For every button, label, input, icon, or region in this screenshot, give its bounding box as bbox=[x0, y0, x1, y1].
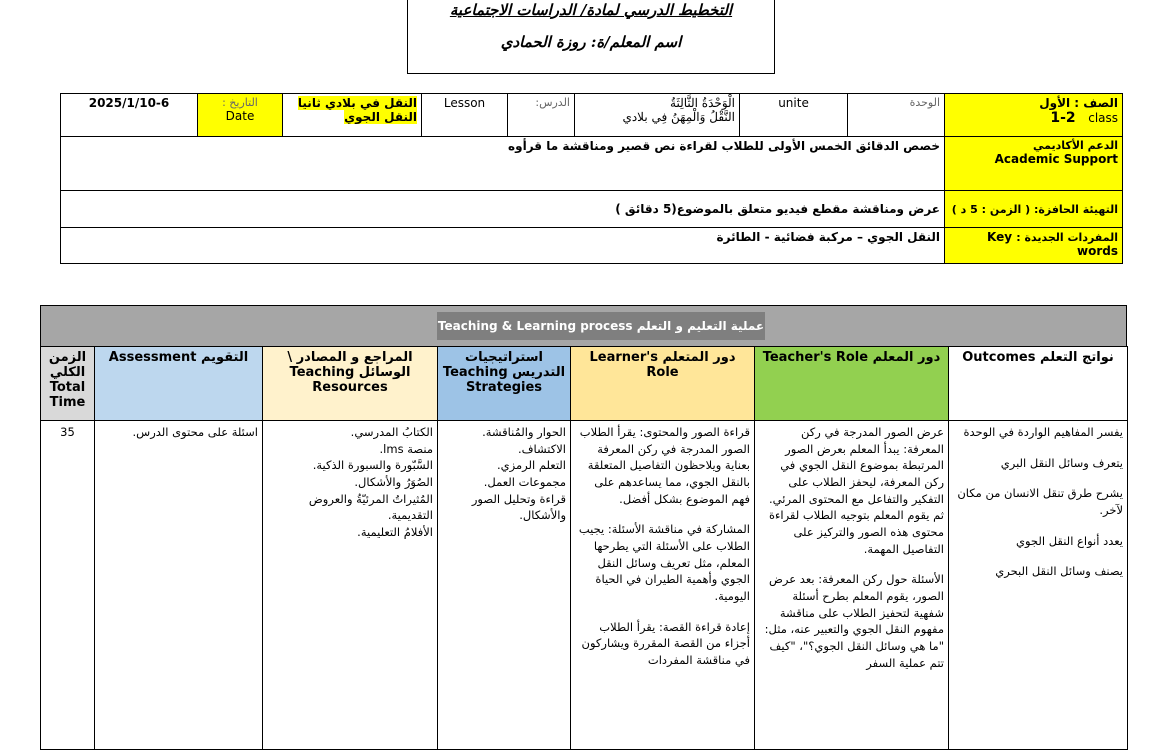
learner-para: قراءة الصور والمحتوى: يقرأ الطلاب الصور المدرجة في ركن المعرفة بعناية ويلاحظون التفاصيل المتعلقة بالنقل الجوي، مما يساعدهم على فهم الموضوع بشكل أفضل. bbox=[579, 425, 750, 506]
support-label-cell bbox=[945, 137, 1123, 191]
learner-para: المشاركة في مناقشة الأسئلة: يجيب الطلاب على الأسئلة التي يطرحها المعلم، مثل تعريف وسائل النقل الجوي وأهمية الطيران في الحياة اليومية. bbox=[578, 522, 750, 604]
grade-label: الصف : الأول bbox=[1039, 96, 1119, 110]
date-label-cell bbox=[198, 94, 283, 137]
unit-value-2: النَّقْلُ وَالْمِهَنُ فِي بلادي bbox=[622, 110, 736, 124]
unit-value-cell bbox=[575, 94, 740, 137]
title-box bbox=[407, 0, 775, 74]
teacher-role-cell bbox=[755, 421, 949, 750]
list-item: قراءة وتحليل الصور والأشكال. bbox=[471, 491, 566, 523]
vocab-text: النقل الجوي – مركبة فضائية - الطائرة bbox=[61, 228, 945, 264]
list-item: يصنف وسائل النقل البحري bbox=[995, 564, 1123, 579]
teacher-para: الأسئلة حول ركن المعرفة: بعد عرض الصور، يقوم المعلم بطرح أسئلة شفهية لتحفيز الطلاب على مناقشة مفهوم النقل الجوي والتعبير عنه، مثل: "ما هي وسائل النقل الجوي؟"، "كيف تتم عملية السفر bbox=[764, 572, 944, 670]
list-item: الاكتشاف. bbox=[517, 441, 566, 456]
list-item: منصة lms. bbox=[379, 441, 433, 456]
outcomes-list bbox=[949, 421, 1128, 750]
unit-label-en: unite bbox=[740, 94, 848, 137]
unit-value-1: الْوَحْدَةُ الثَّالِثَةُ bbox=[670, 96, 736, 110]
col-outcomes: نواتج التعلم Outcomes bbox=[949, 347, 1128, 421]
col-resources: المراجع و المصادر \ الوسائل Teaching Resources bbox=[263, 347, 438, 421]
vocab-label-cell bbox=[945, 228, 1123, 264]
time-value: 35 bbox=[41, 421, 95, 750]
col-learner: دور المتعلم Learner's Role bbox=[571, 347, 755, 421]
col-strategies: استراتيجيات التدريس Teaching Strategies bbox=[438, 347, 571, 421]
support-label-en: Academic Support bbox=[994, 152, 1119, 166]
process-table bbox=[40, 346, 1128, 750]
date-label-ar: التاريخ : bbox=[222, 96, 258, 109]
col-teacher: دور المعلم Teacher's Role bbox=[755, 347, 949, 421]
vocab-label-en: Key words bbox=[987, 230, 1119, 258]
list-item: الأفلامُ التعليمية. bbox=[357, 525, 433, 540]
list-item: الحوار والمُناقشة. bbox=[482, 425, 566, 439]
warmup-label: التهيئة الحافزة: ( الزمن : 5 د ) bbox=[945, 191, 1123, 228]
col-time: الزمن الكلي Total Time bbox=[41, 347, 95, 421]
lesson-value-2: النقل الجوي bbox=[344, 110, 417, 124]
list-item: التعلم الرمزي. bbox=[496, 458, 566, 473]
support-label-ar: الدعم الأكاديمي bbox=[1033, 139, 1119, 152]
process-title: Teaching & Learning process عملية التعليم و التعلم bbox=[437, 312, 765, 340]
support-text: خصص الدقائق الخمس الأولى للطلاب لقراءة نص قصير ومناقشة ما قرأوه bbox=[61, 137, 945, 191]
grade-cell bbox=[945, 94, 1123, 137]
lesson-value-cell bbox=[283, 94, 422, 137]
assessment-text: اسئلة على محتوى الدرس. bbox=[95, 421, 263, 750]
list-item: السَّبّورة والسبورة الذكية. bbox=[312, 458, 433, 473]
list-item: مجموعات العمل. bbox=[483, 475, 566, 490]
lesson-value-1: النقل في بلادي ثانيا bbox=[297, 96, 417, 110]
list-item: المُثيراتُ المرئيّةُ والعروض التقديمية. bbox=[308, 491, 433, 523]
list-item: يتعرف وسائل النقل البري bbox=[1000, 455, 1123, 470]
list-item: الكتابُ المدرسي. bbox=[350, 425, 433, 439]
lesson-label-en: Lesson bbox=[422, 94, 508, 137]
learner-para: إعادة قراءة القصة: يقرأ الطلاب أجزاء من القصة المقررة ويشاركون في مناقشة المفردات bbox=[581, 619, 750, 668]
lesson-label-ar: الدرس: bbox=[508, 94, 575, 137]
col-assessment: التقويم Assessment bbox=[95, 347, 263, 421]
resources-list bbox=[263, 421, 438, 750]
date-value: 2025/1/10-6 bbox=[61, 94, 198, 137]
list-item: يفسر المفاهيم الواردة في الوحدة bbox=[963, 425, 1123, 439]
unit-label-ar: الوحدة bbox=[848, 94, 945, 137]
strategies-list bbox=[438, 421, 571, 750]
teacher-name: اسم المعلم/ة: روزة الحمادي bbox=[500, 33, 682, 51]
teacher-para: عرض الصور المدرجة في ركن المعرفة: يبدأ المعلم بعرض الصور المرتبطة بموضوع النقل الجوي في ركن المعرفة، ليحفز الطلاب على التفكير والتفاعل مع المحتوى المرئي. ثم يقوم المعلم بتوجيه الطلاب لقراءة محتوى هذه الصور والتركيز على التفاصيل المهمة. bbox=[768, 425, 944, 556]
list-item: يشرح طرق تنقل الانسان من مكان لآخر. bbox=[957, 486, 1123, 518]
lesson-info-table bbox=[60, 93, 1123, 264]
class-line: 1-2 class bbox=[1050, 110, 1119, 126]
list-item: يعدد أنواع النقل الجوي bbox=[1015, 533, 1123, 548]
warmup-text: عرض ومناقشة مقطع فيديو متعلق بالموضوع(5 دقائق ) bbox=[61, 191, 945, 228]
learner-role-cell bbox=[571, 421, 755, 750]
list-item: الصُوَرُ والأشكال. bbox=[354, 475, 433, 490]
page-title: التخطيط الدرسي لمادة/ الدراسات الاجتماعية bbox=[449, 1, 733, 19]
vocab-label-ar: المفردات الجديدة : bbox=[1016, 231, 1119, 244]
date-label-en: Date bbox=[225, 109, 255, 123]
